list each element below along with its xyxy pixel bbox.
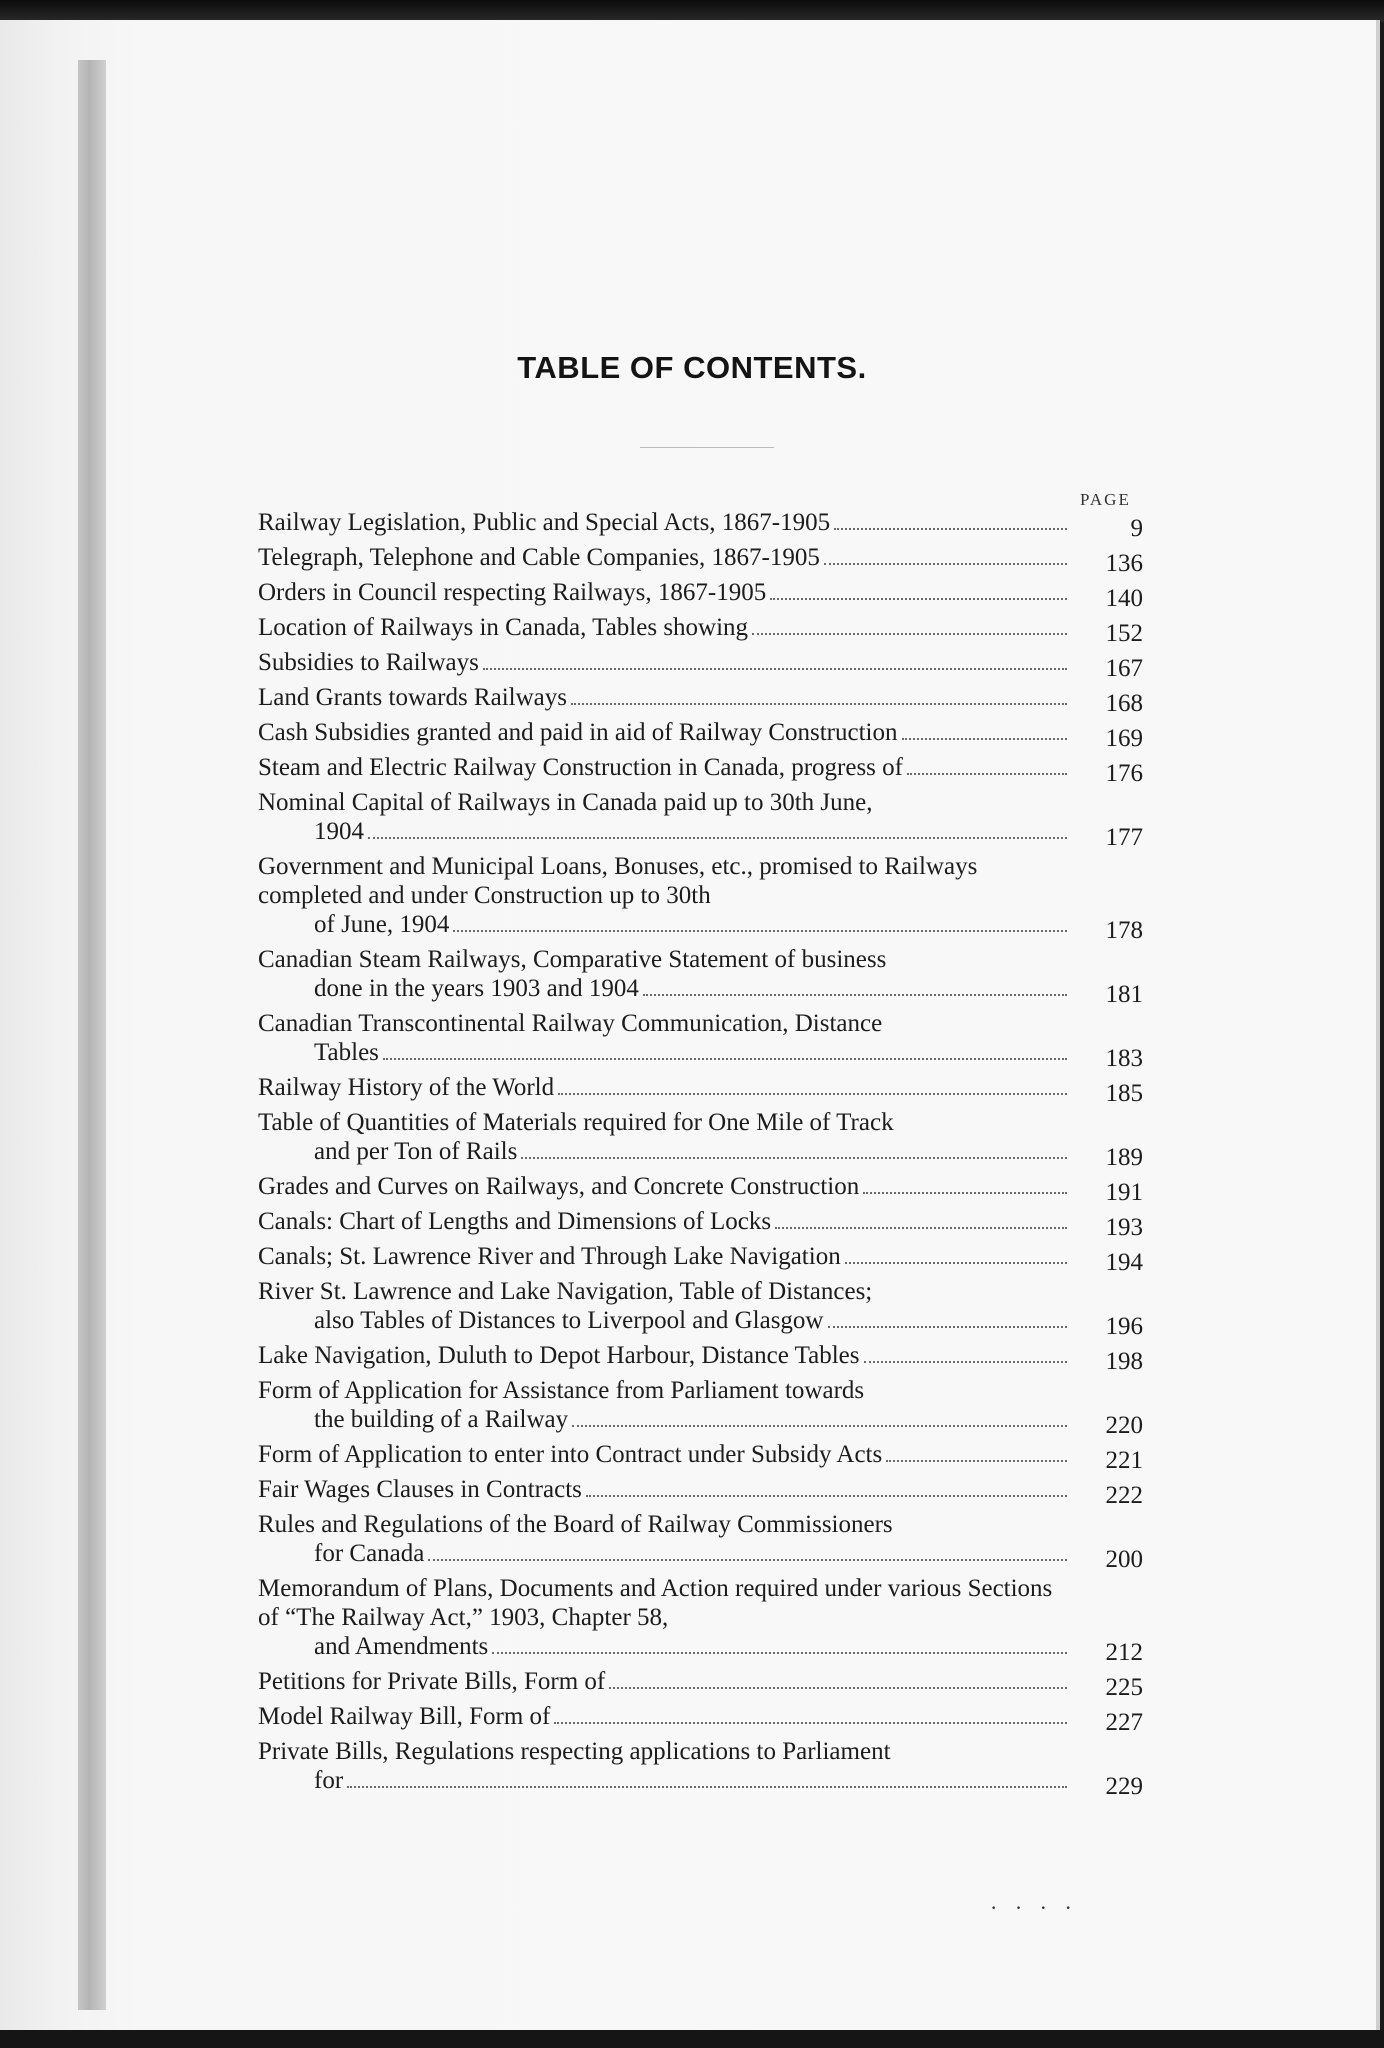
toc-entry-title: River St. Lawrence and Lake Navigation, Table of Distances;: [258, 1278, 873, 1305]
toc-entry-title-continuation: Tables: [314, 1039, 379, 1066]
dot-leader: [609, 1687, 1067, 1689]
dot-leader: [586, 1495, 1067, 1497]
toc-entry: [258, 648, 1143, 682]
toc-entry: [258, 1277, 1143, 1340]
toc-page-number: 168: [1105, 690, 1143, 717]
scan-bottom-edge: [0, 2030, 1384, 2048]
toc-entry-title: Petitions for Private Bills, Form of: [258, 1668, 606, 1695]
dot-leader: [558, 1093, 1067, 1095]
dot-leader: [845, 1262, 1067, 1264]
toc-entry-title: Railway Legislation, Public and Special Acts, 1867-1905: [258, 509, 831, 536]
toc-entry: [258, 718, 1143, 752]
toc-page-number: 9: [1130, 515, 1143, 542]
toc-page-number: 220: [1105, 1412, 1143, 1439]
toc-entry-title: Canadian Transcontinental Railway Communication, Distance: [258, 1010, 883, 1037]
dot-leader: [483, 668, 1067, 670]
toc-entry-title-continuation: 1904: [314, 818, 364, 845]
toc-entry: [258, 1341, 1143, 1375]
dot-leader: [453, 930, 1067, 932]
dot-leader: [834, 528, 1067, 530]
page-title: TABLE OF CONTENTS.: [517, 350, 867, 385]
toc-entry-title: Canadian Steam Railways, Comparative Statement of business: [258, 946, 887, 973]
dot-leader: [428, 1559, 1067, 1561]
toc-entry: [258, 543, 1143, 577]
toc-entry-title: Cash Subsidies granted and paid in aid of Railway Construction: [258, 719, 898, 746]
toc-page-number: 167: [1105, 655, 1143, 682]
toc-entry-title-continuation: also Tables of Distances to Liverpool and Glasgow: [314, 1307, 824, 1334]
dot-leader: [775, 1227, 1067, 1229]
toc-page-number: 152: [1105, 620, 1143, 647]
toc-entry-title-continuation: of June, 1904: [314, 911, 450, 938]
toc-entry-title: Rules and Regulations of the Board of Railway Commissioners: [258, 1511, 893, 1538]
toc-entry: [258, 683, 1143, 717]
toc-entry-title: Railway History of the World: [258, 1074, 555, 1101]
dot-leader: [752, 633, 1067, 635]
toc-entry-title: Private Bills, Regulations respecting applications to Parliament: [258, 1738, 891, 1765]
toc-page-number: 169: [1105, 725, 1143, 752]
toc-entry-title-continuation: the building of a Railway: [314, 1406, 569, 1433]
dot-leader: [571, 703, 1067, 705]
toc-entry: [258, 1574, 1143, 1666]
toc-entry-title-continuation: and Amendments: [314, 1633, 489, 1660]
toc-page-number: 136: [1105, 550, 1143, 577]
toc-entry-title: Memorandum of Plans, Documents and Action required under various Sections of “The Railway Act,” 1903, Chapter 58,: [258, 1575, 1053, 1631]
toc-entry: [258, 945, 1143, 1008]
dot-leader: [828, 1326, 1068, 1328]
toc-entry-title: Steam and Electric Railway Construction in Canada, progress of: [258, 754, 903, 781]
toc-entry-title: Form of Application to enter into Contract under Subsidy Acts: [258, 1441, 883, 1468]
toc-page-number: 225: [1105, 1674, 1143, 1701]
toc-entry-title: Land Grants towards Railways: [258, 684, 567, 711]
dot-leader: [770, 598, 1067, 600]
dot-leader: [643, 994, 1067, 996]
toc-page-number: 221: [1105, 1447, 1143, 1474]
toc-entry: [258, 1073, 1143, 1107]
toc-page-number: 176: [1105, 760, 1143, 787]
toc-entry: [258, 1376, 1143, 1439]
toc-page-number: 183: [1105, 1045, 1143, 1072]
toc-entry: [258, 1510, 1143, 1573]
toc-entry-title: Fair Wages Clauses in Contracts: [258, 1476, 582, 1503]
toc-entry-title: Subsidies to Railways: [258, 649, 479, 676]
dot-leader: [864, 1361, 1068, 1363]
toc-entry: [258, 788, 1143, 851]
toc-entry-title: Lake Navigation, Duluth to Depot Harbour, Distance Tables: [258, 1342, 860, 1369]
toc-page-number: 212: [1105, 1639, 1143, 1666]
toc-page-number: 185: [1105, 1080, 1143, 1107]
dot-leader: [383, 1058, 1067, 1060]
toc-entry-title-continuation: for: [314, 1767, 344, 1794]
toc-entry: [258, 1702, 1143, 1736]
toc-entry: [258, 1667, 1143, 1701]
toc-entry-title: Table of Quantities of Materials required for One Mile of Track: [258, 1109, 894, 1136]
dot-leader: [492, 1652, 1067, 1654]
page-column-header: PAGE: [1080, 490, 1131, 509]
title-divider: [640, 447, 774, 448]
toc-entry-title-continuation: done in the years 1903 and 1904: [314, 975, 639, 1002]
toc-entry-title: Government and Municipal Loans, Bonuses, etc., promised to Railways completed and under Construction up to 30th: [258, 853, 978, 909]
toc-entry-title-continuation: and per Ton of Rails: [314, 1138, 518, 1165]
dot-leader: [554, 1722, 1067, 1724]
toc-entry-title: Form of Application for Assistance from Parliament towards: [258, 1377, 865, 1404]
toc-entry-title: Canals: Chart of Lengths and Dimensions of Locks: [258, 1208, 772, 1235]
scan-specks: · · · ·: [990, 1895, 1078, 1920]
dot-leader: [368, 837, 1067, 839]
toc-page-number: 200: [1105, 1546, 1143, 1573]
dot-leader: [521, 1157, 1067, 1159]
toc-page-number: 181: [1105, 981, 1143, 1008]
toc-entry-title: Grades and Curves on Railways, and Concrete Construction: [258, 1173, 860, 1200]
toc-page-number: 178: [1105, 917, 1143, 944]
toc-entry: [258, 1737, 1143, 1800]
toc-entry: [258, 1242, 1143, 1276]
toc-entry: [258, 753, 1143, 787]
toc-entry-title: Location of Railways in Canada, Tables showing: [258, 614, 749, 641]
toc-entry-title: Telegraph, Telephone and Cable Companies, 1867-1905: [258, 544, 820, 571]
toc-entry-title: Model Railway Bill, Form of: [258, 1703, 551, 1730]
toc-page-number: 196: [1105, 1313, 1143, 1340]
toc-page-number: 194: [1105, 1249, 1143, 1276]
dot-leader: [572, 1425, 1067, 1427]
toc-entry: [258, 508, 1143, 542]
toc-entry: [258, 1009, 1143, 1072]
dot-leader: [347, 1786, 1067, 1788]
dot-leader: [886, 1460, 1067, 1462]
toc-entry: [258, 1207, 1143, 1241]
toc-entry-title-continuation: for Canada: [314, 1540, 425, 1567]
toc-entry: [258, 852, 1143, 944]
table-of-contents: [258, 508, 1143, 1801]
toc-page-number: 189: [1105, 1144, 1143, 1171]
toc-entry: [258, 613, 1143, 647]
toc-entry: [258, 1108, 1143, 1171]
toc-page-number: 191: [1105, 1179, 1143, 1206]
scan-top-edge: [0, 0, 1384, 22]
toc-entry-title: Orders in Council respecting Railways, 1867-1905: [258, 579, 767, 606]
toc-page-number: 177: [1105, 824, 1143, 851]
toc-entry: [258, 1172, 1143, 1206]
toc-page-number: 229: [1105, 1773, 1143, 1800]
dot-leader: [863, 1192, 1067, 1194]
dot-leader: [824, 563, 1067, 565]
toc-page-number: 222: [1105, 1482, 1143, 1509]
toc-entry: [258, 578, 1143, 612]
toc-page-number: 198: [1105, 1348, 1143, 1375]
toc-entry-title: Canals; St. Lawrence River and Through Lake Navigation: [258, 1243, 841, 1270]
toc-entry: [258, 1440, 1143, 1474]
dot-leader: [902, 738, 1068, 740]
toc-entry: [258, 1475, 1143, 1509]
toc-page-number: 193: [1105, 1214, 1143, 1241]
dot-leader: [907, 773, 1067, 775]
toc-page-number: 140: [1105, 585, 1143, 612]
toc-page-number: 227: [1105, 1709, 1143, 1736]
toc-entry-title: Nominal Capital of Railways in Canada paid up to 30th June,: [258, 789, 873, 816]
